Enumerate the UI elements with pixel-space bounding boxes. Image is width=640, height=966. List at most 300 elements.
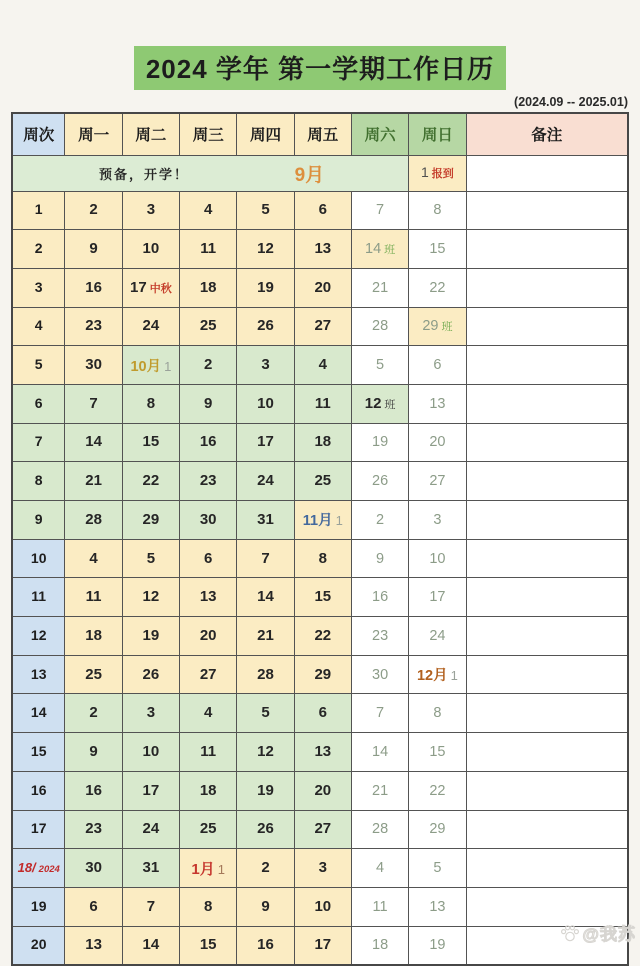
cell-text: 1 (217, 861, 225, 877)
day-cell (294, 887, 351, 926)
cell-text: 13 (314, 240, 332, 258)
day-cell (122, 655, 179, 694)
day-cell (122, 191, 179, 230)
day-cell (351, 887, 408, 926)
cell-text: 8 (318, 549, 327, 567)
cell-text: 21 (372, 279, 389, 296)
day-cell (351, 810, 408, 849)
cell-text: 14 (30, 704, 47, 721)
cell-text: 1 (335, 513, 343, 529)
week-number-cell (12, 539, 65, 578)
remark-cell (466, 462, 628, 501)
week-row (12, 849, 628, 888)
cell-text: 5 (146, 549, 156, 567)
cell-text: 7 (89, 394, 98, 412)
cell-text: 2024 (38, 864, 60, 876)
cell-text: 10 (142, 240, 160, 258)
day-cell (409, 694, 466, 733)
day-cell (409, 733, 466, 772)
report-day-cell (409, 155, 466, 191)
cell-text: 13 (199, 588, 217, 606)
day-cell (409, 501, 466, 540)
day-cell (180, 462, 237, 501)
cell-text: 25 (314, 472, 332, 490)
day-cell (294, 384, 351, 423)
cell-text: 5 (261, 704, 270, 722)
cell-text: 24 (429, 627, 446, 644)
remark-cell (466, 539, 628, 578)
week-row (12, 539, 628, 578)
cell-text: 4 (318, 356, 327, 374)
day-cell (122, 810, 179, 849)
cell-text: 18 (314, 433, 332, 451)
day-cell (65, 423, 122, 462)
cell-text: 17 (257, 433, 274, 451)
day-cell (122, 384, 179, 423)
cell-text: 16 (85, 781, 102, 799)
day-cell (409, 578, 466, 617)
cell-text: 26 (257, 317, 274, 335)
cell-text: 20 (429, 434, 446, 451)
day-cell (180, 268, 237, 307)
day-cell (122, 501, 179, 540)
week-row (12, 230, 628, 269)
day-cell (351, 191, 408, 230)
cell-text: 19 (142, 626, 160, 644)
remark-cell (466, 655, 628, 694)
cell-text: 11 (372, 898, 388, 915)
remark-cell (466, 346, 628, 385)
cell-text: 25 (199, 317, 217, 335)
remark-cell (466, 733, 628, 772)
cell-text: 5 (376, 357, 385, 374)
cell-text: 4 (204, 704, 213, 722)
remark-cell (466, 230, 628, 269)
cell-text: 5 (34, 356, 43, 373)
cell-text: 8 (34, 472, 43, 489)
cell-text: 19 (257, 278, 274, 296)
cell-text: 19 (30, 897, 47, 914)
remark-cell (466, 694, 628, 733)
cell-text: 17 (130, 278, 147, 296)
cell-text: 13 (30, 665, 47, 682)
cell-text: 11 (314, 394, 331, 412)
cell-text: 4 (34, 317, 43, 334)
week-number-cell (12, 617, 65, 656)
week-number-cell (12, 926, 65, 965)
cell-text: 3 (433, 511, 442, 528)
cell-text: 2 (89, 704, 98, 722)
cell-text: 22 (142, 472, 160, 490)
cell-text: 20 (30, 936, 47, 953)
week-number-cell (12, 771, 65, 810)
week-row (12, 887, 628, 926)
cell-text: 10月 (130, 358, 162, 375)
cell-text: 28 (372, 318, 389, 335)
day-cell (65, 191, 122, 230)
header-sunday: 周日 (409, 113, 466, 155)
week-number-cell (12, 384, 65, 423)
header-friday: 周五 (294, 113, 351, 155)
header-saturday: 周六 (351, 113, 408, 155)
cell-text: 13 (85, 936, 102, 954)
cell-text: 4 (89, 549, 98, 567)
day-cell (294, 655, 351, 694)
day-cell (294, 694, 351, 733)
day-cell (409, 539, 466, 578)
cell-text: 9 (376, 550, 385, 567)
cell-text: 7 (261, 549, 270, 567)
cell-text: 14 (372, 743, 389, 760)
week-number-cell (12, 230, 65, 269)
week-row (12, 268, 628, 307)
cell-text: 12月 (416, 668, 448, 685)
cell-text: 6 (34, 394, 43, 411)
day-cell (351, 694, 408, 733)
cell-text: 中秋 (149, 282, 172, 295)
cell-text: 28 (257, 665, 274, 683)
day-cell (180, 384, 237, 423)
cell-text: 12 (30, 626, 47, 643)
day-cell (65, 346, 122, 385)
week-row (12, 733, 628, 772)
cell-text: 29 (422, 318, 439, 335)
day-cell (65, 307, 122, 346)
day-cell (180, 423, 237, 462)
remark-cell (466, 191, 628, 230)
week-row (12, 384, 628, 423)
day-cell (351, 849, 408, 888)
cell-text: 6 (318, 201, 327, 219)
cell-text: 1 (34, 201, 43, 218)
day-cell (180, 617, 237, 656)
cell-text: 17 (30, 820, 47, 837)
day-cell (65, 268, 122, 307)
cell-text: 5 (261, 201, 270, 219)
day-cell (351, 501, 408, 540)
remark-cell (466, 771, 628, 810)
remark-cell (466, 155, 628, 191)
day-cell (409, 423, 466, 462)
day-cell (65, 539, 122, 578)
day-cell (351, 346, 408, 385)
cell-text: 2 (204, 356, 213, 374)
day-cell (122, 771, 179, 810)
week-row (12, 617, 628, 656)
cell-text: 12 (142, 588, 160, 606)
cell-text: 18 (85, 626, 102, 644)
cell-text: 8 (433, 705, 442, 722)
cell-text: 21 (85, 472, 102, 490)
day-cell (409, 617, 466, 656)
cell-text: 13 (429, 898, 446, 915)
month-label-september: 9月 (294, 164, 325, 186)
cell-text: 25 (199, 820, 217, 838)
day-cell (180, 733, 237, 772)
day-cell (237, 462, 294, 501)
day-cell (237, 578, 294, 617)
cell-text: 6 (204, 549, 213, 567)
cell-text: 8 (146, 394, 156, 412)
day-cell (294, 230, 351, 269)
day-cell (122, 230, 179, 269)
day-cell (122, 578, 179, 617)
week-number-cell (12, 655, 65, 694)
day-cell (237, 384, 294, 423)
cell-text: 30 (85, 356, 102, 374)
cell-text: 12 (364, 394, 382, 412)
day-cell (409, 346, 466, 385)
week-number-cell (12, 307, 65, 346)
cell-text: 报到 (431, 168, 454, 180)
day-cell (180, 887, 237, 926)
cell-text: 15 (429, 743, 446, 760)
cell-text: 10 (314, 897, 332, 915)
day-cell (180, 191, 237, 230)
cell-text: 15 (314, 588, 332, 606)
cell-text: 29 (142, 510, 160, 528)
week-number-cell (12, 191, 65, 230)
day-cell (294, 539, 351, 578)
cell-text: 26 (142, 665, 160, 683)
day-cell (351, 268, 408, 307)
cell-text: 9 (89, 240, 98, 258)
remark-cell (466, 307, 628, 346)
day-cell (180, 655, 237, 694)
cell-text: 8 (204, 897, 213, 915)
week-number-cell (12, 578, 65, 617)
day-cell (180, 539, 237, 578)
day-cell (65, 694, 122, 733)
week-number-cell (12, 694, 65, 733)
cell-text: 17 (142, 781, 160, 799)
cell-text: 6 (318, 704, 327, 722)
day-cell (351, 539, 408, 578)
week-number-cell (12, 733, 65, 772)
cell-text: 26 (372, 473, 389, 490)
header-weeknum: 周次 (12, 113, 65, 155)
cell-text: 14 (365, 241, 382, 258)
cell-text: 30 (85, 859, 102, 877)
day-cell (65, 501, 122, 540)
cell-text: 20 (199, 626, 217, 644)
cell-text: 9 (34, 510, 43, 527)
cell-text: 3 (146, 201, 156, 219)
cell-text: 16 (30, 781, 47, 798)
header-tuesday: 周二 (122, 113, 179, 155)
day-cell (409, 384, 466, 423)
day-cell (237, 230, 294, 269)
cell-text: 4 (376, 860, 385, 877)
cell-text: 13 (314, 742, 332, 760)
day-cell (409, 462, 466, 501)
day-cell (180, 346, 237, 385)
cell-text: 18/ (17, 860, 36, 876)
day-cell (180, 849, 237, 888)
day-cell (237, 887, 294, 926)
cell-text: 7 (146, 897, 156, 915)
cell-text: 1 (164, 358, 172, 374)
day-cell (237, 733, 294, 772)
day-cell (180, 694, 237, 733)
week-row (12, 423, 628, 462)
cell-text: 24 (142, 820, 160, 838)
september-banner (12, 155, 409, 191)
day-cell (294, 191, 351, 230)
cell-text: 15 (142, 433, 160, 451)
day-cell (351, 423, 408, 462)
cell-text: 3 (146, 704, 156, 722)
remark-cell (466, 617, 628, 656)
cell-text: 3 (318, 859, 327, 877)
cell-text: 班 (384, 398, 396, 411)
paw-watermark-icon (560, 923, 580, 943)
cell-text: 19 (257, 781, 274, 799)
header-monday: 周一 (65, 113, 122, 155)
cell-text: 9 (261, 897, 270, 915)
september-row (12, 155, 628, 191)
day-cell (409, 926, 466, 965)
cell-text: 26 (257, 820, 274, 838)
day-cell (409, 268, 466, 307)
day-cell (65, 578, 122, 617)
day-cell (294, 617, 351, 656)
cell-text: 24 (142, 317, 160, 335)
cell-text: 21 (372, 782, 389, 799)
cell-text: 19 (429, 937, 446, 954)
day-cell (65, 810, 122, 849)
day-cell (65, 230, 122, 269)
cell-text: 2 (89, 201, 98, 219)
day-cell (294, 810, 351, 849)
day-cell (122, 307, 179, 346)
cell-text: 31 (257, 510, 274, 528)
remark-cell (466, 268, 628, 307)
cell-text: 19 (372, 434, 389, 451)
cell-text: 27 (199, 665, 217, 683)
day-cell (294, 926, 351, 965)
day-cell (122, 462, 179, 501)
cell-text: 12 (257, 742, 274, 760)
cell-text: 9 (204, 394, 213, 412)
day-cell (65, 733, 122, 772)
remark-cell (466, 501, 628, 540)
cell-text: 15 (199, 936, 217, 954)
day-cell (180, 810, 237, 849)
cell-text: 11月 (302, 513, 333, 530)
cell-text: 3 (261, 356, 270, 374)
day-cell (237, 268, 294, 307)
cell-text: 5 (433, 860, 442, 877)
day-cell (409, 849, 466, 888)
day-cell (237, 810, 294, 849)
week-number-cell (12, 810, 65, 849)
day-cell (65, 617, 122, 656)
week-row (12, 501, 628, 540)
day-cell (180, 230, 237, 269)
day-cell (294, 346, 351, 385)
week-row (12, 578, 628, 617)
day-cell (122, 926, 179, 965)
day-cell (122, 423, 179, 462)
cell-text: 16 (85, 278, 102, 296)
cell-text: 2 (34, 240, 43, 257)
day-cell (409, 191, 466, 230)
week-row (12, 462, 628, 501)
day-cell (65, 384, 122, 423)
day-cell (65, 462, 122, 501)
week-row (12, 926, 628, 965)
day-cell (351, 926, 408, 965)
remark-cell (466, 810, 628, 849)
remark-cell (466, 384, 628, 423)
cell-text: 10 (30, 549, 47, 566)
week-row (12, 191, 628, 230)
cell-text: 班 (441, 321, 453, 334)
week-number-cell (12, 268, 65, 307)
day-cell (180, 578, 237, 617)
week-number-cell (12, 346, 65, 385)
day-cell (294, 423, 351, 462)
day-cell (122, 733, 179, 772)
day-cell (122, 849, 179, 888)
day-cell (65, 771, 122, 810)
cell-text: 班 (384, 244, 396, 257)
week-number-cell (12, 849, 65, 888)
cell-text: 11 (200, 742, 217, 760)
day-cell (351, 578, 408, 617)
cell-text: 29 (429, 821, 446, 838)
cell-text: 20 (314, 781, 332, 799)
week-row (12, 346, 628, 385)
day-cell (180, 501, 237, 540)
week-number-cell (12, 887, 65, 926)
cell-text: 17 (314, 936, 332, 954)
day-cell (237, 539, 294, 578)
opening-note: 预备，开学！ (98, 166, 189, 182)
day-cell (65, 849, 122, 888)
cell-text: 15 (30, 742, 47, 759)
title-bar (0, 0, 640, 90)
day-cell (409, 230, 466, 269)
day-cell (180, 307, 237, 346)
week-row (12, 694, 628, 733)
cell-text: 18 (199, 781, 217, 799)
cell-text: 23 (372, 627, 389, 644)
day-cell (294, 462, 351, 501)
day-cell (122, 617, 179, 656)
cell-text: 31 (142, 859, 160, 877)
day-cell (122, 539, 179, 578)
header-row (12, 113, 628, 155)
day-cell (65, 926, 122, 965)
day-cell (237, 307, 294, 346)
cell-text: 23 (199, 472, 217, 490)
cell-text: 10 (142, 742, 160, 760)
day-cell (180, 926, 237, 965)
cell-text: 11 (85, 588, 102, 606)
day-cell (409, 307, 466, 346)
day-cell (122, 346, 179, 385)
cell-text: 23 (85, 820, 102, 838)
week-row (12, 307, 628, 346)
cell-text: 16 (372, 589, 389, 606)
day-cell (294, 268, 351, 307)
watermark-text: @我苏 (582, 925, 636, 944)
day-cell (237, 771, 294, 810)
day-cell (351, 307, 408, 346)
cell-text: 22 (429, 782, 446, 799)
